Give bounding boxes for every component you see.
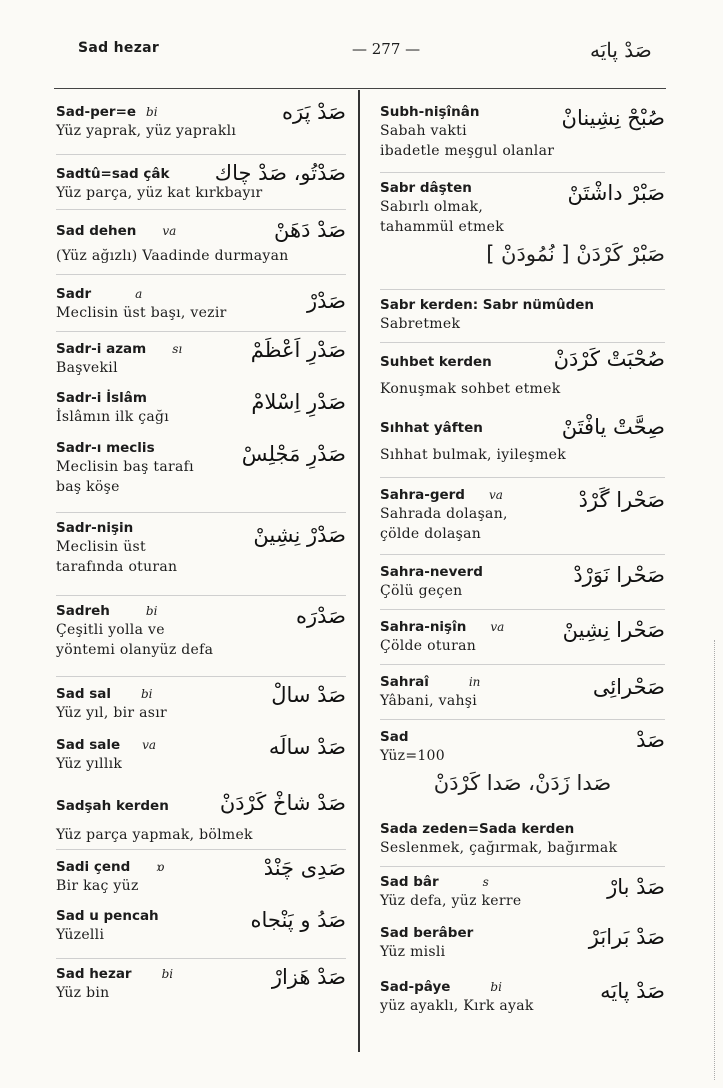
dictionary-entry: [56, 331, 346, 386]
headword: Sada zeden=Sada kerden: [380, 821, 575, 837]
definition: İslâmın ilk çağı: [56, 409, 170, 425]
dictionary-entry: [380, 409, 665, 477]
pos-tag: sı: [172, 342, 183, 356]
definition: Bir kaç yüz: [56, 878, 139, 894]
definition: Yüz parça, yüz kat kırkbayır: [56, 185, 263, 201]
arabic-script: صِحَّتْ يافْتَنْ: [561, 415, 665, 439]
dictionary-entry: [56, 512, 346, 595]
dictionary-entry: [56, 733, 346, 791]
arabic-script: صَدْ سالْ: [271, 683, 346, 707]
page-number: — 277 —: [352, 40, 421, 58]
arabic-script: صَحْرا نَوَرْدْ: [573, 563, 665, 587]
headword: Sadr-i İslâm: [56, 390, 147, 406]
arabic-script: صَدْتُو، صَدْ چاك: [214, 161, 346, 185]
arabic-script: صَدْرْ نِشِينْ: [253, 523, 346, 547]
headword: Sıhhat yâften: [380, 420, 483, 436]
definition: Sabırlı olmak,: [380, 199, 484, 215]
headword: Sad-per=e bi: [56, 104, 158, 120]
running-head: Sad hezar: [78, 40, 160, 56]
definition: Başvekil: [56, 360, 118, 376]
dictionary-entry: [56, 386, 346, 436]
definition: çölde dolaşan: [380, 526, 482, 542]
arabic-variant: صَبْرْ كَرْدَنْ [ نُمُودَنْ ]: [486, 242, 665, 266]
definition: Yâbani, vahşi: [380, 693, 478, 709]
definition: yöntemi olanyüz defa: [56, 642, 214, 658]
arabic-script: صَدِى چَنْدْ: [263, 856, 346, 880]
definition: Yüz parça yapmak, bölmek: [56, 827, 253, 843]
definition: Meclisin baş tarafı: [56, 459, 194, 475]
arabic-script: صُبْحْ نِشِينانْ: [561, 106, 665, 130]
dictionary-entry: [380, 975, 665, 1025]
definition: tahammül etmek: [380, 219, 504, 235]
definition: tarafında oturan: [56, 559, 178, 575]
dictionary-entry: [380, 554, 665, 609]
headword: Sad berâber: [380, 925, 474, 941]
dictionary-entry: [56, 904, 346, 958]
dictionary-entry: [380, 866, 665, 921]
running-head-arabic: صَدْ پایَه: [590, 38, 652, 62]
definition: (Yüz ağızlı) Vaadinde durmayan: [56, 248, 289, 264]
dictionary-entry: [56, 791, 346, 849]
headword: Sabr kerden: Sabr nümûden: [380, 297, 594, 313]
dictionary-entry: [380, 289, 665, 342]
left-column: [56, 100, 346, 1009]
headword: Sad dehen va: [56, 223, 177, 239]
dictionary-entry: [380, 342, 665, 409]
headword: Sad bâr s: [380, 874, 489, 890]
definition: Meclisin üst başı, vezir: [56, 305, 227, 321]
headword: Sahra-nişîn va: [380, 619, 505, 635]
column-divider: [358, 90, 360, 1052]
arabic-script: صَدْرِ اَعْظَمْ: [250, 338, 346, 362]
right-column: [380, 100, 665, 1025]
arabic-script: صَدْ: [636, 728, 665, 752]
pos-tag: bi: [140, 687, 153, 701]
dictionary-entry: [56, 436, 346, 512]
arabic-script: صَدْرِ مَجْلِسْ: [241, 442, 346, 466]
arabic-script: صَدْ هَزارْ: [271, 965, 346, 989]
dictionary-entry: [380, 100, 665, 172]
headword: Sahra-neverd: [380, 564, 483, 580]
dictionary-entry: [56, 595, 346, 676]
definition: Çeşitli yolla ve: [56, 622, 165, 638]
definition: Yüzelli: [56, 927, 105, 943]
header-rule: [54, 88, 666, 89]
arabic-script: صَدْ بارْ: [607, 875, 665, 899]
dictionary-entry: [56, 100, 346, 154]
headword: Sadi çend ɒ: [56, 859, 165, 875]
arabic-script: صَدْرَه: [296, 604, 346, 628]
pos-tag: in: [468, 675, 481, 689]
headword: Sabr dâşten: [380, 180, 472, 196]
dictionary-entry: [56, 958, 346, 1009]
arabic-variant: صَدا زَدَنْ، صَدا كَرْدَنْ: [433, 771, 612, 795]
definition: Sabretmek: [380, 316, 461, 332]
margin-dots: [714, 640, 719, 1080]
headword: Sadr-ı meclis: [56, 440, 155, 456]
headword: Sahraî in: [380, 674, 481, 690]
dictionary-entry: [56, 676, 346, 733]
dictionary-entry: [380, 609, 665, 664]
headword: Sad hezar bi: [56, 966, 174, 982]
definition: ibadetle meşgul olanlar: [380, 143, 555, 159]
pos-tag: s: [482, 875, 489, 889]
definition: Sıhhat bulmak, iyileşmek: [380, 447, 567, 463]
arabic-script: صَدْ شاخْ كَرْدَنْ: [219, 791, 346, 815]
pos-tag: bi: [161, 967, 174, 981]
arabic-script: صَدْرْ: [307, 289, 346, 313]
pos-tag: va: [162, 224, 177, 238]
dictionary-entry: [56, 274, 346, 331]
definition: Çölü geçen: [380, 583, 463, 599]
headword: Sad u pencah: [56, 908, 159, 924]
dictionary-entry: [380, 921, 665, 975]
pos-tag: a: [135, 287, 143, 301]
definition: Meclisin üst: [56, 539, 146, 555]
headword: Sadtû=sad çâk: [56, 166, 170, 182]
definition: Seslenmek, çağırmak, bağırmak: [380, 840, 618, 856]
arabic-script: صَدْ دَهَنْ: [274, 218, 346, 242]
definition: Yüz=100: [380, 748, 445, 764]
dictionary-entry: [56, 849, 346, 904]
arabic-script: صَدْ سالَه: [268, 735, 346, 759]
headword: Sad: [380, 729, 409, 745]
arabic-script: صَدُ و پَنْجاه: [250, 908, 346, 932]
arabic-script: صُحْبَتْ كَرْدَنْ: [553, 347, 665, 371]
headword: Sahra-gerd va: [380, 487, 503, 503]
dictionary-entry: [56, 154, 346, 209]
headword: Subh-nişînân: [380, 104, 480, 120]
arabic-script: صَحْرا نِشِينْ: [562, 618, 665, 642]
headword: Sadşah kerden: [56, 798, 169, 814]
pos-tag: va: [142, 738, 157, 752]
arabic-script: صَبْرْ داشْتَنْ: [567, 181, 665, 205]
definition: yüz ayaklı, Kırk ayak: [380, 998, 534, 1014]
definition: Yüz defa, yüz kerre: [380, 893, 522, 909]
pos-tag: va: [490, 620, 505, 634]
definition: baş köşe: [56, 479, 120, 495]
headword: Sadr a: [56, 286, 143, 302]
headword: Sad sale va: [56, 737, 157, 753]
headword: Sad-pâye bi: [380, 979, 502, 995]
arabic-script: صَحْرائِى: [592, 675, 665, 699]
definition: Konuşmak sohbet etmek: [380, 381, 561, 397]
headword: Sadr-i azam sı: [56, 341, 183, 357]
dictionary-entry: [380, 814, 665, 866]
definition: Yüz yaprak, yüz yapraklı: [56, 123, 237, 139]
pos-tag: bi: [145, 604, 158, 618]
headword: Suhbet kerden: [380, 354, 492, 370]
definition: Sabah vakti: [380, 123, 467, 139]
pos-tag: va: [488, 488, 503, 502]
headword: Sad sal bi: [56, 686, 153, 702]
dictionary-entry: [380, 664, 665, 719]
arabic-script: صَدْ بَرابَرْ: [588, 925, 665, 949]
arabic-script: صَدْ پایَه: [600, 979, 665, 1003]
headword: Sadreh bi: [56, 603, 158, 619]
dictionary-entry: [380, 719, 665, 814]
definition: Yüz yıllık: [56, 756, 123, 772]
arabic-script: صَدْ پَرَه: [282, 100, 346, 124]
pos-tag: ɒ: [156, 860, 165, 874]
pos-tag: bi: [146, 105, 158, 119]
definition: Yüz yıl, bir asır: [56, 705, 168, 721]
headword: Sadr-nişin: [56, 520, 134, 536]
definition: Yüz misli: [380, 944, 446, 960]
definition: Yüz bin: [56, 985, 110, 1001]
arabic-script: صَحْرا گَرْدْ: [578, 488, 665, 512]
definition: Çölde oturan: [380, 638, 477, 654]
pos-tag: bi: [490, 980, 502, 994]
dictionary-entry: [56, 209, 346, 274]
dictionary-entry: [380, 477, 665, 554]
dictionary-entry: [380, 172, 665, 289]
definition: Sahrada dolaşan,: [380, 506, 508, 522]
arabic-script: صَدْرِ اِسْلامْ: [251, 390, 346, 414]
